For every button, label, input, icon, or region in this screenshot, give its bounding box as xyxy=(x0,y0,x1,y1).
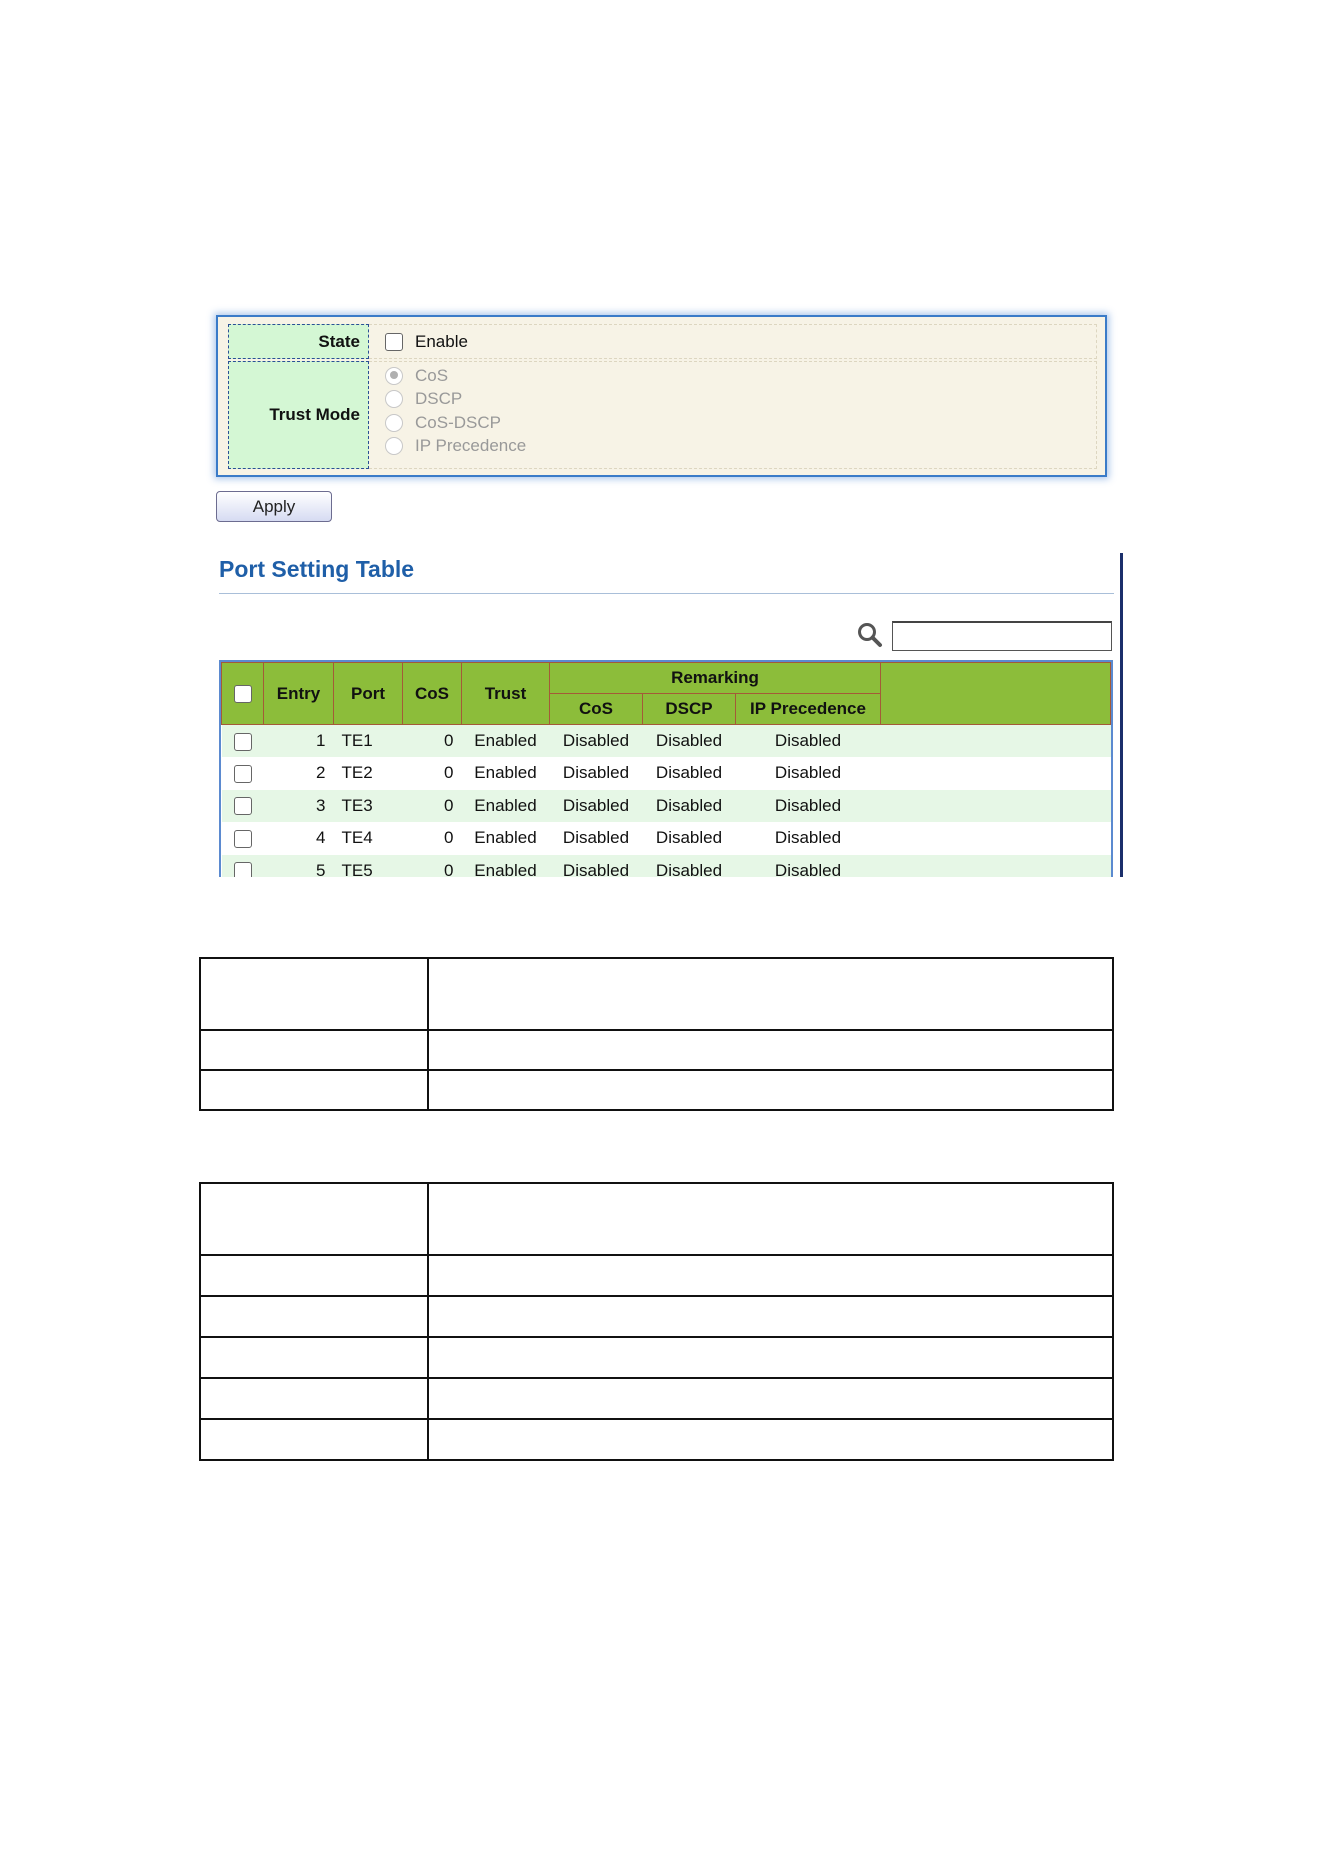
radio-cos[interactable] xyxy=(385,367,403,385)
row-checkbox[interactable] xyxy=(234,830,252,848)
row-checkbox[interactable] xyxy=(234,733,252,751)
document-table-1 xyxy=(199,957,1114,1111)
search-icon[interactable] xyxy=(856,621,884,649)
trust-mode-option-ip-precedence[interactable]: IP Precedence xyxy=(385,435,1096,459)
cell-entry: 1 xyxy=(264,725,334,758)
radio-dscp[interactable] xyxy=(385,390,403,408)
radio-cos-dscp[interactable] xyxy=(385,414,403,432)
cell-trust: Enabled xyxy=(462,757,550,790)
cell-cos: 0 xyxy=(403,725,462,758)
trust-mode-option-dscp[interactable]: DSCP xyxy=(385,388,1096,412)
cell-remark-ip: Disabled xyxy=(736,790,881,823)
header-remark-ip-precedence[interactable]: IP Precedence xyxy=(736,694,881,725)
state-enable-checkbox[interactable] xyxy=(385,333,403,351)
cell-remark-cos: Disabled xyxy=(550,855,643,878)
settings-panel xyxy=(216,315,1107,477)
trust-mode-option-cos-dscp[interactable]: CoS-DSCP xyxy=(385,411,1096,435)
cell-port: TE4 xyxy=(334,822,403,855)
trust-mode-option-cos[interactable]: CoS xyxy=(385,364,1096,388)
cell-remark-dscp: Disabled xyxy=(643,822,736,855)
row-checkbox[interactable] xyxy=(234,765,252,783)
trust-mode-row xyxy=(218,361,1105,469)
header-remarking: Remarking xyxy=(550,663,881,694)
row-checkbox[interactable] xyxy=(234,797,252,815)
cell-remark-ip: Disabled xyxy=(736,725,881,758)
cell-remark-ip: Disabled xyxy=(736,822,881,855)
document-table-2 xyxy=(199,1182,1114,1461)
header-port[interactable]: Port xyxy=(334,663,403,725)
cell-entry: 2 xyxy=(264,757,334,790)
cell-remark-cos: Disabled xyxy=(550,757,643,790)
cell-remark-dscp: Disabled xyxy=(643,725,736,758)
cell-remark-cos: Disabled xyxy=(550,822,643,855)
header-cos[interactable]: CoS xyxy=(403,663,462,725)
trust-mode-options xyxy=(369,361,1097,469)
cell-trust: Enabled xyxy=(462,822,550,855)
header-remark-dscp[interactable]: DSCP xyxy=(643,694,736,725)
row-checkbox[interactable] xyxy=(234,862,252,877)
cell-remark-cos: Disabled xyxy=(550,725,643,758)
cell-remark-ip: Disabled xyxy=(736,855,881,878)
cell-remark-ip: Disabled xyxy=(736,757,881,790)
cell-trust: Enabled xyxy=(462,725,550,758)
header-trust[interactable]: Trust xyxy=(462,663,550,725)
cell-remark-dscp: Disabled xyxy=(643,757,736,790)
header-remark-cos[interactable]: CoS xyxy=(550,694,643,725)
table-row[interactable] xyxy=(222,790,1111,823)
table-row[interactable] xyxy=(222,757,1111,790)
scrollbar-edge xyxy=(1120,553,1123,877)
cell-cos: 0 xyxy=(403,790,462,823)
cell-entry: 4 xyxy=(264,822,334,855)
title-divider xyxy=(219,593,1114,594)
search-input[interactable] xyxy=(892,621,1112,651)
cell-entry: 3 xyxy=(264,790,334,823)
table-row[interactable] xyxy=(222,725,1111,758)
cell-trust: Enabled xyxy=(462,855,550,878)
cell-port: TE3 xyxy=(334,790,403,823)
cell-port: TE1 xyxy=(334,725,403,758)
apply-button[interactable]: Apply xyxy=(216,491,332,522)
trust-mode-label: Trust Mode xyxy=(228,361,369,469)
table-row[interactable] xyxy=(222,822,1111,855)
cell-cos: 0 xyxy=(403,757,462,790)
select-all-header xyxy=(222,663,264,725)
section-title: Port Setting Table xyxy=(219,556,415,582)
state-label: State xyxy=(228,324,369,359)
radio-ip-precedence[interactable] xyxy=(385,437,403,455)
state-row xyxy=(218,324,1105,359)
port-setting-table xyxy=(219,660,1113,877)
cell-entry: 5 xyxy=(264,855,334,878)
cell-port: TE2 xyxy=(334,757,403,790)
cell-cos: 0 xyxy=(403,855,462,878)
cell-cos: 0 xyxy=(403,822,462,855)
cell-remark-cos: Disabled xyxy=(550,790,643,823)
state-enable-label: Enable xyxy=(415,331,468,351)
table-row[interactable] xyxy=(222,855,1111,878)
cell-remark-dscp: Disabled xyxy=(643,855,736,878)
cell-port: TE5 xyxy=(334,855,403,878)
cell-remark-dscp: Disabled xyxy=(643,790,736,823)
header-entry[interactable]: Entry xyxy=(264,663,334,725)
select-all-checkbox[interactable] xyxy=(234,685,252,703)
header-filler xyxy=(881,663,1111,725)
cell-trust: Enabled xyxy=(462,790,550,823)
